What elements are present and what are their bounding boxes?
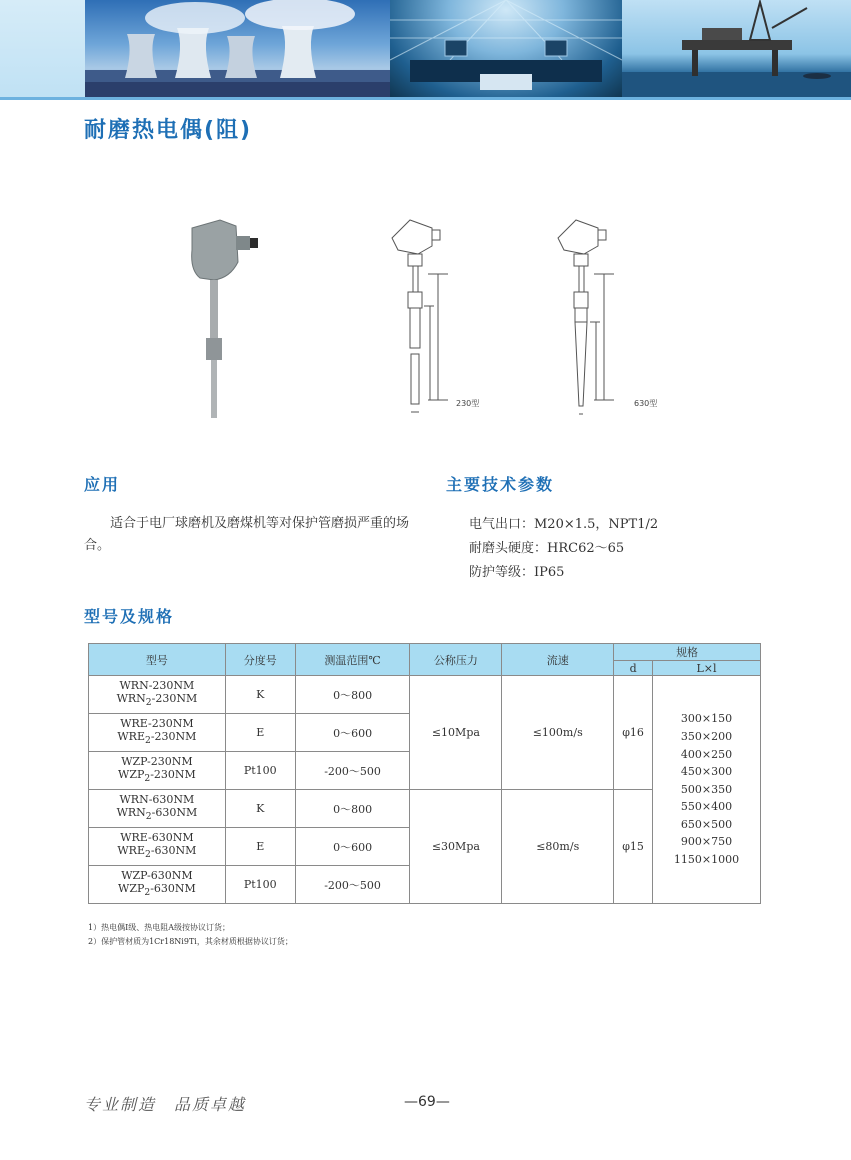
header-model: 型号 <box>89 644 226 676</box>
range-cell: -200～500 <box>295 752 410 790</box>
model-cell: WRN-230NM $WRN_2-230NM$ <box>89 676 226 714</box>
grading-cell: E <box>225 714 295 752</box>
grading-cell: K <box>225 790 295 828</box>
header-lxl: L×l <box>653 661 761 676</box>
footer-slogan: 专业制造 品质卓越 <box>84 1095 247 1114</box>
header-banner <box>0 0 851 100</box>
param-protection-grade: 防护等级：IP65 <box>469 565 565 580</box>
main-params-list <box>469 513 658 585</box>
grading-cell: Pt100 <box>225 866 295 904</box>
application-heading: 应用 <box>84 475 121 494</box>
grading-cell: E <box>225 828 295 866</box>
header-range: 测温范围℃ <box>295 644 410 676</box>
type-630-drawing <box>558 220 614 414</box>
flow-cell: ≤80m/s <box>502 790 614 904</box>
grading-cell: K <box>225 676 295 714</box>
range-cell: 0～600 <box>295 828 410 866</box>
header-d: d <box>614 661 653 676</box>
range-cell: 0～800 <box>295 790 410 828</box>
oil-platform-photo <box>622 0 851 98</box>
model-cell: WRE-230NM $WRE_2-230NM$ <box>89 714 226 752</box>
control-room-photo <box>390 0 622 98</box>
param-electrical-outlet: 电气出口：M20×1.5，NPT1/2 <box>469 517 659 532</box>
model-cell: WRE-630NM $WRE_2-630NM$ <box>89 828 226 866</box>
note-1: 1）热电偶I级、热电阻A级按协议订货； <box>88 923 231 932</box>
spec-table <box>88 643 761 904</box>
d-cell: φ16 <box>614 676 653 790</box>
flow-cell: ≤100m/s <box>502 676 614 790</box>
range-cell: 0～800 <box>295 676 410 714</box>
model-cell: WRN-630NM $WRN_2-630NM$ <box>89 790 226 828</box>
range-cell: -200～500 <box>295 866 410 904</box>
banner-underline <box>0 97 851 100</box>
banner-accent <box>0 0 85 100</box>
product-photo <box>192 220 258 418</box>
type-630-label: 630型 <box>634 399 658 408</box>
page-number: —69— <box>404 1094 450 1110</box>
header-flow: 流速 <box>502 644 614 676</box>
application-text: 适合于电厂球磨机及磨煤机等对保护管磨损严重的场合。 <box>84 516 410 553</box>
range-cell: 0～600 <box>295 714 410 752</box>
header-grading: 分度号 <box>225 644 295 676</box>
header-spec: 规格 <box>614 644 761 661</box>
main-params-heading: 主要技术参数 <box>446 475 555 494</box>
header-pressure: 公称压力 <box>410 644 502 676</box>
d-cell: φ15 <box>614 790 653 904</box>
grading-cell: Pt100 <box>225 752 295 790</box>
type-230-drawing <box>392 220 448 412</box>
pressure-cell: ≤30Mpa <box>410 790 502 904</box>
notes <box>88 921 293 949</box>
table-row <box>89 676 761 714</box>
pressure-cell: ≤10Mpa <box>410 676 502 790</box>
cooling-towers-photo <box>85 0 390 98</box>
sizes-cell: 300×150 350×200 400×250 450×300 500×350 550×400 650×500 900×750 1150×1000 <box>653 676 761 904</box>
type-230-label: 230型 <box>456 399 480 408</box>
models-heading: 型号及规格 <box>84 607 175 626</box>
model-cell: WZP-630NM $WZP_2-630NM$ <box>89 866 226 904</box>
note-2: 2）保护管材质为1Cr18Ni9Ti，其余材质根据协议订货； <box>88 937 293 946</box>
param-hardness: 耐磨头硬度：HRC62～65 <box>469 541 625 556</box>
page-title: 耐磨热电偶(阻) <box>84 118 253 143</box>
model-cell: WZP-230NM $WZP_2-230NM$ <box>89 752 226 790</box>
product-figures <box>170 210 690 425</box>
